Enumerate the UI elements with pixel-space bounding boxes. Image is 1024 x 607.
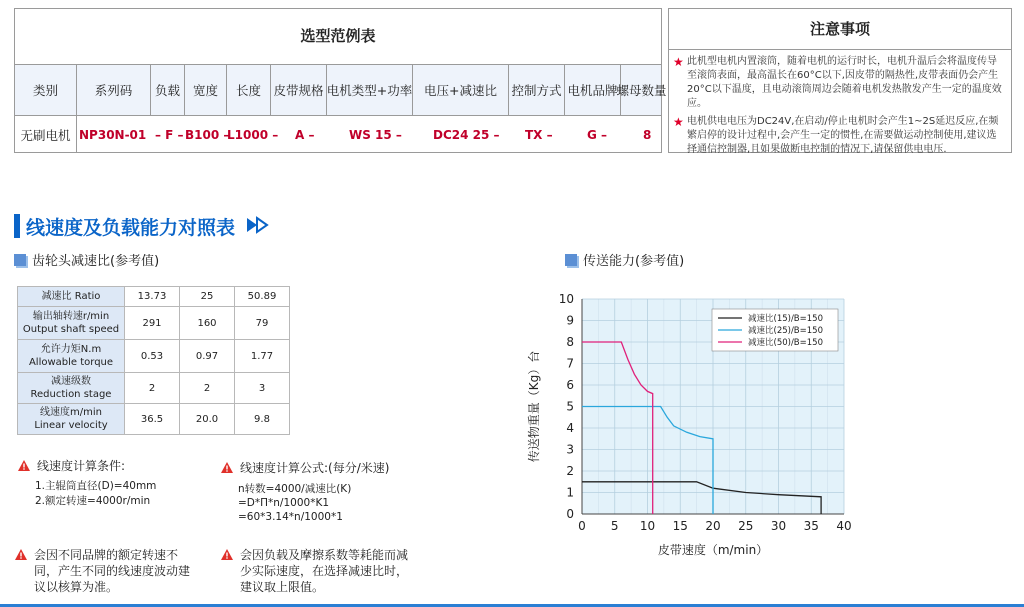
- table-cell: 0.97: [180, 340, 235, 373]
- formula-title: 线速度计算公式:(每分/米速): [240, 461, 390, 475]
- y-tick-label: 4: [566, 421, 574, 435]
- selection-table: [14, 8, 667, 153]
- warning-icon: [14, 548, 28, 561]
- table-cell: 20.0: [180, 404, 235, 435]
- y-tick-label: 7: [566, 356, 574, 371]
- table-cell: 25: [180, 287, 235, 307]
- warning-text: 会因负载及摩擦系数等耗能而减少实际速度，在选择减速比时，建议取上限值。: [240, 548, 409, 594]
- header-cell: 皮带规格: [271, 65, 327, 115]
- row-label: 允许力矩N.m Allowable torque: [18, 340, 125, 373]
- square-bullet-icon: [565, 254, 577, 266]
- x-tick-label: 20: [705, 519, 721, 533]
- capacity-chart: [520, 285, 860, 560]
- table-cell: 0.53: [125, 340, 180, 373]
- x-tick-label: 15: [672, 519, 688, 533]
- legend-label: 减速比(50)/B=150: [748, 338, 823, 348]
- belt-code: A –: [295, 127, 315, 142]
- selection-example-row: [15, 116, 661, 153]
- y-axis-label: 传送物重量（Kg）台: [527, 350, 541, 463]
- formula-heading: [220, 460, 389, 476]
- conditions-title: 线速度计算条件:: [37, 459, 126, 473]
- table-cell: 2: [180, 373, 235, 404]
- ratio-subtitle: [14, 250, 159, 269]
- y-tick-label: 9: [566, 313, 574, 328]
- x-tick-label: 35: [803, 519, 819, 533]
- star-icon: ★: [673, 115, 684, 129]
- control-code: TX –: [525, 127, 553, 142]
- table-cell: 1.77: [235, 340, 290, 373]
- series-code: NP30N-01: [79, 127, 147, 142]
- warning-icon: [17, 459, 31, 472]
- table-cell: 291: [125, 307, 180, 340]
- length-code: L1000 –: [227, 127, 279, 142]
- row-label: 线速度m/min Linear velocity: [18, 404, 125, 435]
- star-icon: ★: [673, 55, 684, 69]
- legend: [712, 309, 838, 351]
- y-tick-label: 5: [566, 399, 574, 414]
- row-label: 减速比 Ratio: [18, 287, 125, 307]
- warning-text: 会因不同品牌的额定转速不同，产生不同的线速度波动建议以核算为准。: [34, 548, 191, 594]
- note-text: 电机供电电压为DC24V,在启动/停止电机时会产生1~2S延迟反应,在频繁启停的设计过程中,会产生一定的惯性,在需要做运动控制使用,建议选择通信控制器,且如果做断电控制的情况下,请保留供电电压.: [687, 116, 999, 155]
- square-bullet-icon: [14, 254, 26, 266]
- voltage-code: DC24 25 –: [433, 127, 500, 142]
- warning-icon: [220, 461, 234, 474]
- y-tick-label: 1: [566, 485, 574, 500]
- conditions-list: [35, 479, 156, 509]
- motor-code: WS 15 –: [349, 127, 402, 142]
- x-tick-label: 40: [836, 519, 852, 533]
- notes-title: 注意事项: [669, 9, 1011, 50]
- table-cell: 2: [125, 373, 180, 404]
- warning-icon: [220, 548, 234, 561]
- header-cell: 螺母数量: [616, 83, 667, 98]
- x-tick-label: 30: [770, 519, 787, 533]
- y-tick-label: 10: [558, 292, 574, 306]
- selection-table-title: 选型范例表: [300, 27, 376, 45]
- nut-code: 8: [643, 127, 652, 142]
- table-cell: 36.5: [125, 404, 180, 435]
- y-tick-label: 6: [566, 378, 574, 392]
- formula-line: n转数=4000/减速比(K): [238, 483, 352, 495]
- x-tick-label: 25: [738, 519, 754, 533]
- warning-friction: [220, 547, 408, 595]
- note-text: 此机型电机内置滚筒，随着电机的运行时长，电机升温后会将温度传导至滚筒表面，最高温长在60°C以下,因皮带的隔热性,皮带表面仍会产生20°C以下温度，且电动滚筒周边会随着电机发热散发产生一定的温度效应。: [687, 56, 1002, 109]
- table-cell: 9.8: [235, 404, 290, 435]
- table-row: [18, 373, 290, 404]
- double-arrow-icon: [245, 216, 271, 234]
- y-tick-label: 0: [566, 507, 574, 521]
- header-cell: 电机品牌: [565, 65, 621, 115]
- table-cell: 160: [180, 307, 235, 340]
- header-cell: 电压+减速比: [413, 65, 509, 115]
- header-cell: 电机类型+功率: [327, 65, 413, 115]
- warning-brand-speed: [14, 547, 200, 595]
- selection-header-row: [15, 64, 667, 116]
- ratio-subtitle-text: 齿轮头减速比(参考值): [32, 254, 160, 269]
- header-cell: 宽度: [185, 65, 227, 115]
- header-cell: 控制方式: [509, 65, 565, 115]
- legend-label: 减速比(25)/B=150: [748, 326, 823, 336]
- conditions-heading: [17, 458, 125, 474]
- condition-line: 1.主辊筒直径(D)=40mm: [35, 480, 157, 492]
- header-cell: 负载: [151, 65, 185, 115]
- row-label: 输出轴转速r/min Output shaft speed: [18, 307, 125, 340]
- formula-line: =60*3.14*n/1000*1: [238, 511, 343, 523]
- table-cell: 13.73: [125, 287, 180, 307]
- table-row: [18, 287, 290, 307]
- x-tick-label: 5: [610, 519, 619, 533]
- x-tick-label: 0: [578, 519, 586, 533]
- x-axis-label: 皮带速度（m/min）: [657, 543, 769, 557]
- chart-subtitle: [565, 250, 684, 269]
- table-cell: 50.89: [235, 287, 290, 307]
- brand-code: G –: [587, 127, 608, 142]
- chart-subtitle-text: 传送能力(参考值): [583, 254, 685, 269]
- width-code: B100 –: [185, 127, 230, 142]
- formula-line: =D*Π*n/1000*K1: [238, 497, 330, 509]
- table-row: [18, 307, 290, 340]
- table-row: [18, 404, 290, 435]
- x-tick-label: 10: [639, 519, 656, 533]
- y-tick-label: 8: [566, 335, 574, 349]
- condition-line: 2.额定转速=4000r/min: [35, 495, 151, 507]
- note-item: [669, 115, 1011, 157]
- y-tick-label: 2: [566, 464, 574, 478]
- header-cell: 长度: [227, 65, 271, 115]
- note-item: [669, 55, 1011, 111]
- table-cell: 3: [235, 373, 290, 404]
- notes-panel: [668, 8, 1012, 153]
- row-cell-category: 无刷电机: [15, 116, 77, 153]
- ratio-table: [17, 286, 290, 435]
- section-title: 线速度及负载能力对照表: [26, 217, 236, 239]
- table-cell: 79: [235, 307, 290, 340]
- header-cell: 系列码: [77, 65, 151, 115]
- formula-lines: [238, 482, 351, 524]
- legend-label: 减速比(15)/B=150: [748, 314, 823, 324]
- y-tick-label: 3: [566, 442, 574, 457]
- row-label: 减速级数 Reduction stage: [18, 373, 125, 404]
- table-row: [18, 340, 290, 373]
- section-marker: [14, 214, 20, 238]
- header-cell: 类别: [15, 65, 77, 115]
- row-code-area: [77, 116, 663, 153]
- load-code: – F –: [155, 127, 184, 142]
